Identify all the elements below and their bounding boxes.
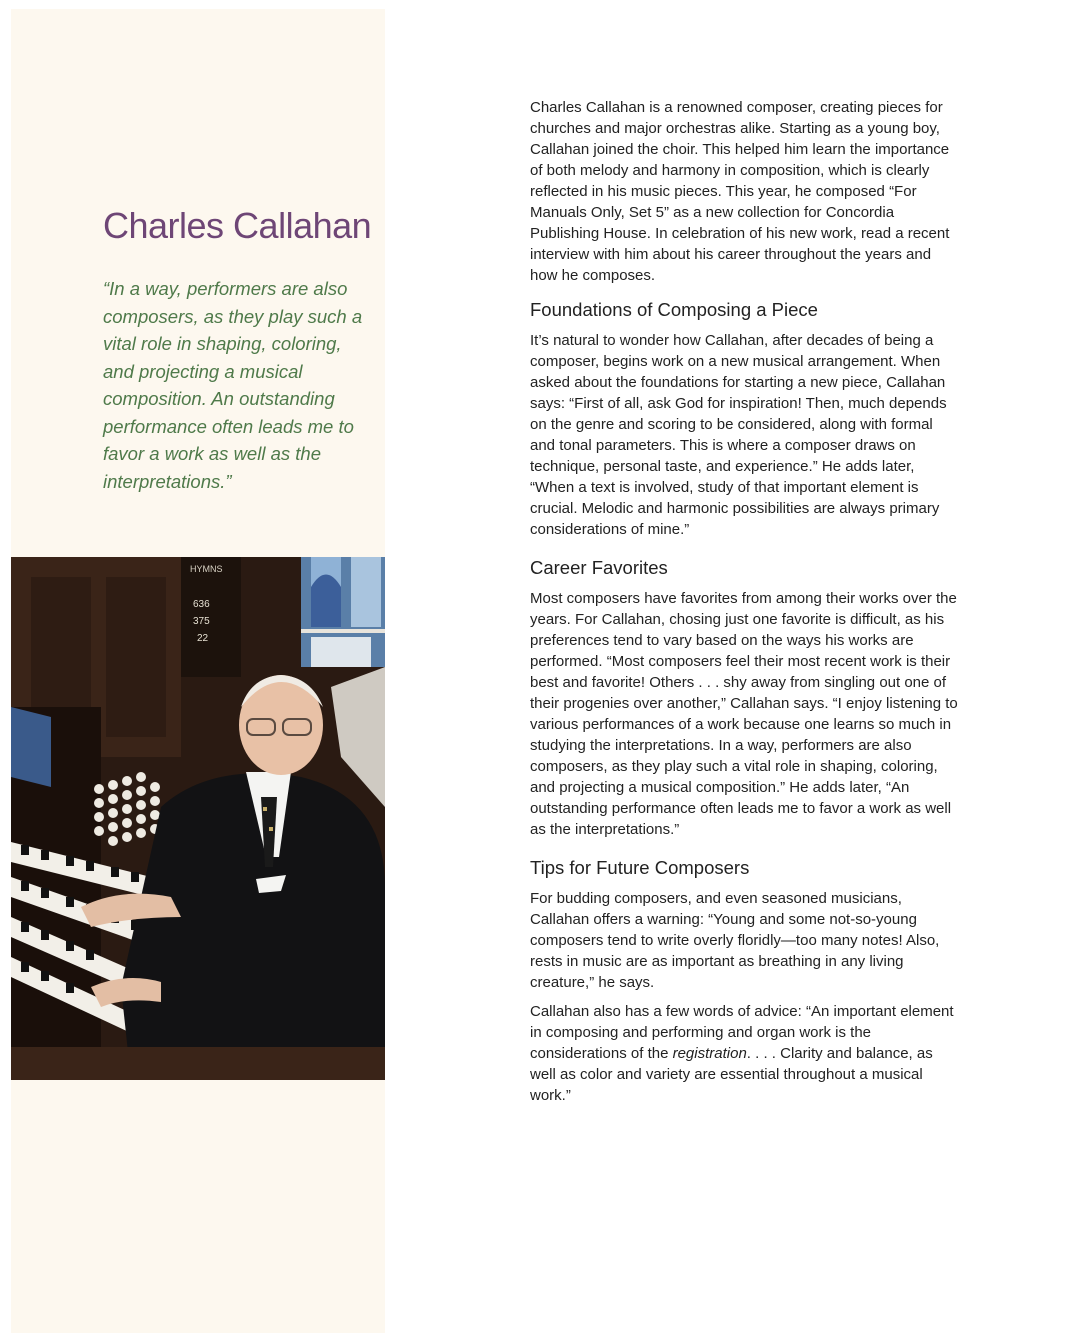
- advice-text-before: Callahan also has a few words of advice: “An important element in composing and performing and organ work is the considerations of the: [530, 1003, 954, 1062]
- stained-glass-window: [301, 557, 385, 667]
- hymn-number: 22: [197, 633, 209, 644]
- advice-paragraph: [530, 1001, 960, 1106]
- article-body: [530, 97, 960, 1114]
- section-paragraph: Most composers have favorites from among their works over the years. For Callahan, chosing just one favorite is difficult, as his preferences tend to vary based on the ways his works are performed. “Most composers feel their most recent work is their best and favorite! Others . . . shy away from singling out one of their progenies over another,” Callahan says. “I enjoy listening to various performances of a work because one learns so much in studying the interpretations. In a way, performers are also composers, as they play such a vital role in shaping, coloring, and projecting a musical composition.” He adds later, “An outstanding performance often leads me to favor a work as well as the interpretations.”: [530, 590, 958, 838]
- section-paragraph: For budding composers, and even seasoned musicians, Callahan offers a warning: “Young and some not-so-young composers tend to write overly floridly—too many notes! Also, rests in music are as important as breathing in any living creature,” he says.: [530, 890, 940, 991]
- composer-name-heading: Charles Callahan: [103, 205, 372, 246]
- section-heading: Foundations of Composing a Piece: [530, 299, 818, 320]
- hymn-board-title: HYMNS: [190, 564, 223, 574]
- pull-quote: “In a way, performers are also composers, as they play such a vital role in shaping, coloring, and projecting a musical composition. An outstanding performance often leads me to favor a work as well as the interpretations.”: [103, 278, 363, 492]
- section-heading: Tips for Future Composers: [530, 857, 750, 878]
- section-paragraph: It’s natural to wonder how Callahan, after decades of being a composer, begins work on a new musical arrangement. When asked about the foundations for starting a new piece, Callahan says: “First of all, ask God for inspiration! Then, much depends on the genre and scoring to be considered, along with formal and tonal parameters. This is where a composer draws on technique, personal taste, and experience.” He adds later, “When a text is involved, study of that important element is crucial. Melodic and harmonic possibilities are always primary considerations of mine.”: [530, 332, 947, 538]
- composer-photo: [11, 557, 385, 1080]
- hymn-board: [181, 557, 241, 677]
- hymn-number: 375: [193, 616, 210, 627]
- advice-emphasis: registration: [672, 1045, 747, 1062]
- intro-paragraph: Charles Callahan is a renowned composer, creating pieces for churches and major orchestras alike. Starting as a young boy, Callahan joined the choir. This helped him learn the importance of both melody and harmony in composition, which is clearly reflected in his music pieces. This year, he composed “For Manuals Only, Set 5” as a new collection for Concordia Publishing House. In celebration of his new work, read a recent interview with him about his career throughout the years and how he composes.: [530, 99, 950, 284]
- hymn-number: 636: [193, 599, 210, 610]
- section-heading: Career Favorites: [530, 557, 668, 578]
- advice-text-after: . . . . Clarity and balance, as well as color and variety are essential throughout a musical work.”: [530, 1045, 933, 1104]
